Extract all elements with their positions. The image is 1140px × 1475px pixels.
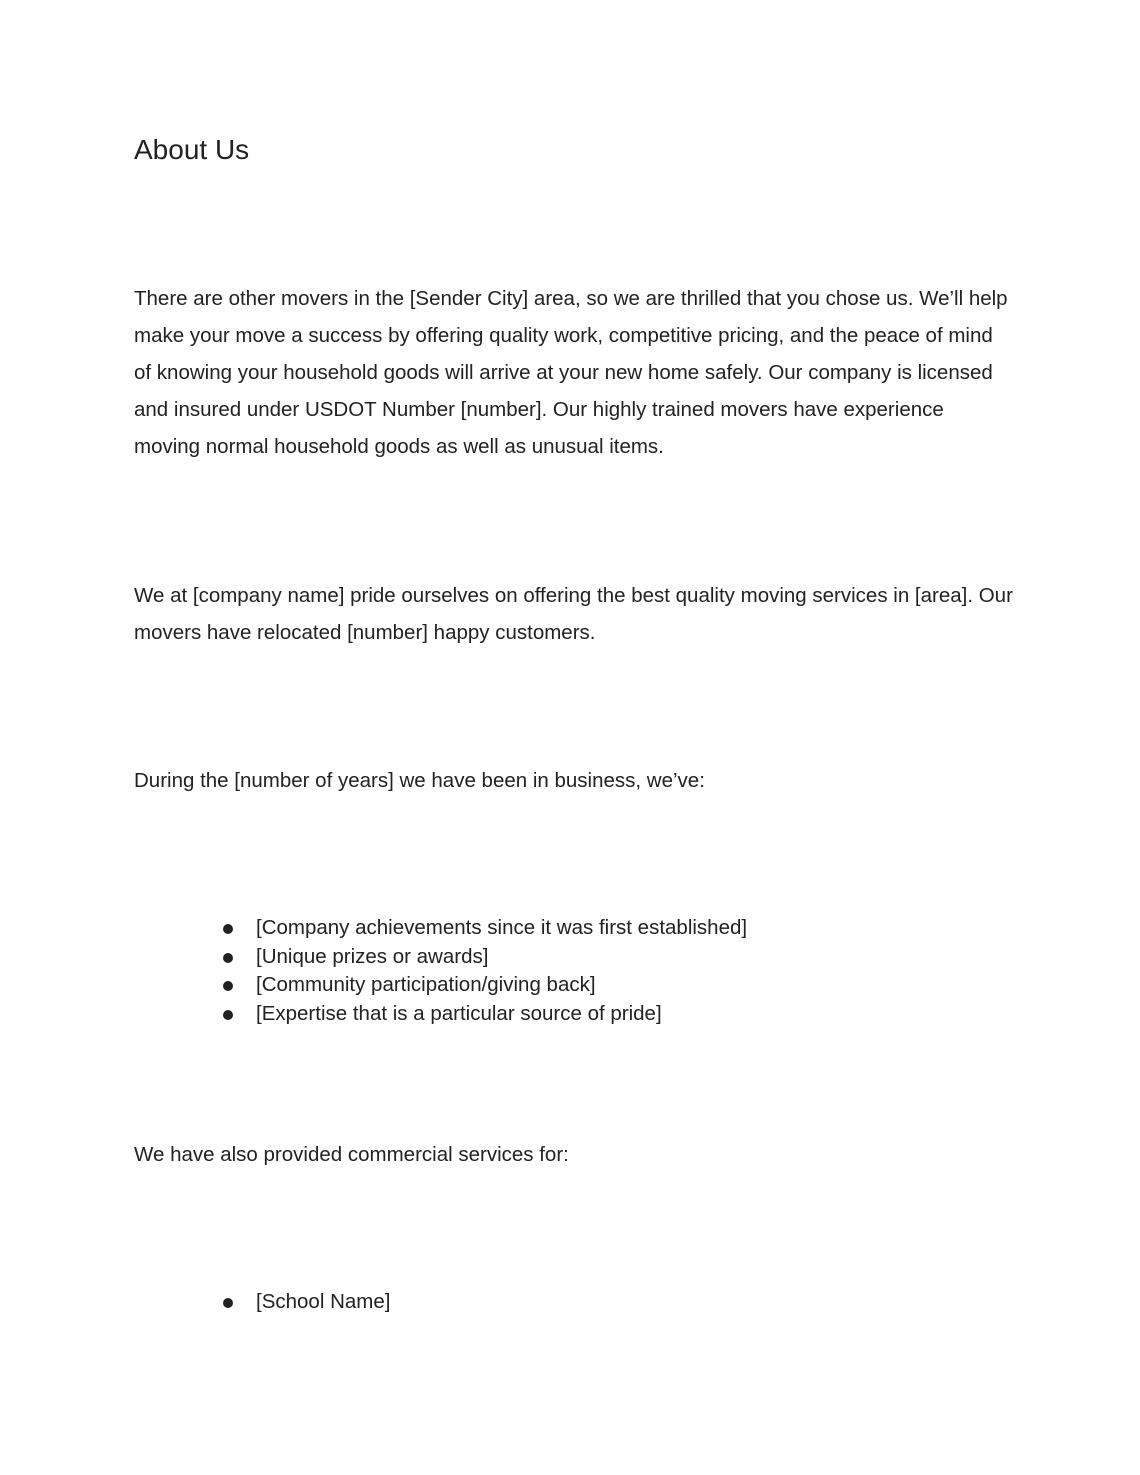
bullet-icon [223, 953, 233, 963]
commercial-clients-list [222, 1288, 390, 1317]
bullet-icon [223, 1010, 233, 1020]
list-item-text: [Community participation/giving back] [256, 973, 596, 996]
commercial-services-paragraph: We have also provided commercial services for: [134, 1143, 569, 1166]
list-item [222, 914, 747, 943]
list-item [222, 943, 747, 972]
bullet-icon [223, 981, 233, 991]
achievements-list [222, 914, 747, 1028]
list-item [222, 1288, 390, 1317]
bullet-icon [223, 1298, 233, 1308]
list-item-text: [Company achievements since it was first established] [256, 916, 748, 939]
bullet-icon [223, 924, 233, 934]
list-item-text: [School Name] [256, 1290, 391, 1313]
list-item-text: [Unique prizes or awards] [256, 944, 489, 968]
page-title: About Us [134, 134, 250, 165]
business-years-paragraph: During the [number of years] we have been in business, we’ve: [134, 769, 705, 792]
list-item-text: [Expertise that is a particular source of pride] [256, 1001, 662, 1025]
list-item [222, 971, 747, 1000]
list-item [222, 1000, 747, 1029]
intro-paragraph: There are other movers in the [Sender City] area, so we are thrilled that you chose us. We’ll help make your move a success by offering quality work, competitive pricing, and the peace of mind of knowing your household goods will arrive at your new home safely. Our company is licensed and insured under USDOT Number [number]. Our highly trained movers have experience moving normal household goods as well as unusual items. [134, 287, 1008, 458]
company-paragraph: We at [company name] pride ourselves on offering the best quality moving services in [area]. Our movers have relocated [number] happy customers. [134, 584, 1013, 644]
